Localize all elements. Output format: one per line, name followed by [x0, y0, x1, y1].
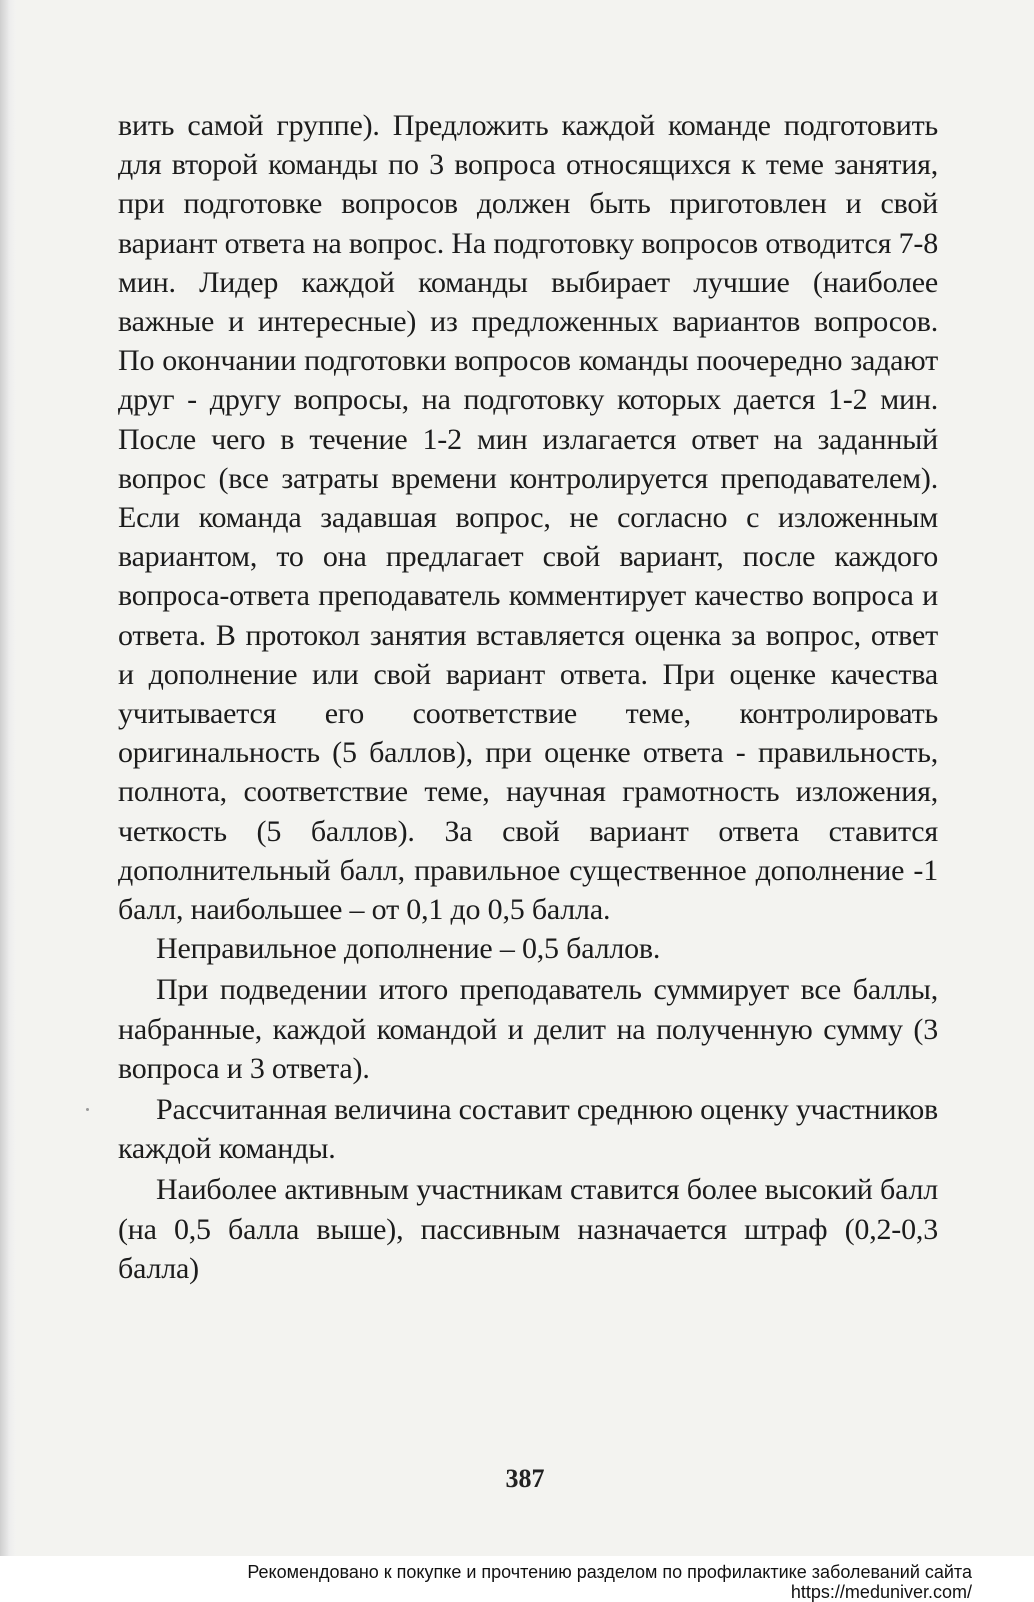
paragraph-1: вить самой группе). Предложить каждой команде подготовить для второй команды по 3 вопроса относящихся к теме занятия, при подготовке вопросов должен быть приготовлен и свой вариант ответа на вопрос. На подготовку вопросов отводится 7-8 мин. Лидер каждой команды выбирает лучшие (наиболее важные и интересные) из предложенных вариантов вопросов. По окончании подготовки вопросов команды поочередно задают друг - другу вопросы, на подготовку которых дается 1-2 мин. После чего в течение 1-2 мин излагается ответ на заданный вопрос (все затраты времени контролируется преподавателем). Если команда задавшая вопрос, не согласно с изложенным вариантом, то она предлагает свой вариант, после каждого вопроса-ответа преподаватель комментирует качество вопроса и ответа. В протокол занятия вставляется оценка за вопрос, ответ и дополнение или свой вариант ответа. При оценке качества учитывается его соответствие теме, контролировать оригинальность (5 баллов), при оценке ответа - правильность, полнота, соответствие теме, научная грамотность изложения, четкость (5 баллов). За свой вариант ответа ставится дополнительный балл, правильное существенное дополнение -1 балл, наибольшее – от 0,1 до 0,5 балла. — [118, 109, 938, 927]
paragraph-4: Рассчитанная величина составит среднюю оценку участников каждой команды. — [118, 1093, 938, 1166]
paragraph-3: При подведении итого преподаватель суммирует все баллы, набранные, каждой командой и делит на полученную сумму (3 вопроса и 3 ответа). — [118, 973, 938, 1085]
book-page — [16, 0, 1034, 1600]
page-number: 387 — [505, 1464, 545, 1493]
scan-speck — [86, 1108, 89, 1111]
scan-edge-shadow — [0, 0, 16, 1600]
footer-recommendation-text: Рекомендовано к покупке и прочтению разделом по профилактике заболеваний сайта https://meduniver.com/ — [72, 1562, 972, 1602]
body-text — [118, 106, 938, 1288]
paragraph-5: Наиболее активным участникам ставится более высокий балл (на 0,5 балла выше), пассивным назначается штраф (0,2-0,3 балла) — [118, 1173, 938, 1285]
paragraph-2: Неправильное дополнение – 0,5 баллов. — [156, 932, 661, 966]
